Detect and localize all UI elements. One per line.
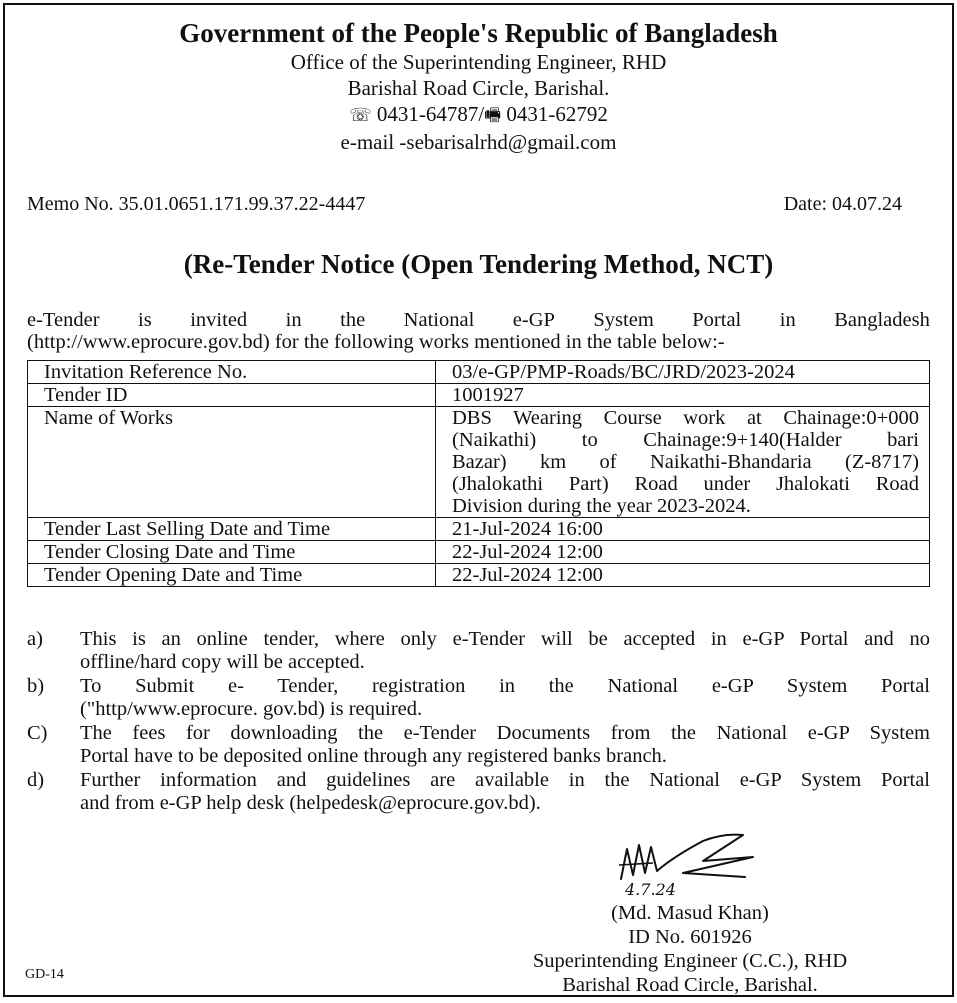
row-label: Invitation Reference No. (28, 361, 436, 384)
intro-word: invited (190, 309, 248, 331)
list-text: This is an online tender, where only e-Tender will be accepted in e-GP Portal and no (80, 628, 930, 650)
fax-number: 0431-62792 (506, 102, 608, 126)
table-row (28, 564, 930, 587)
works-line: Division during the year 2023-2024. (452, 495, 751, 517)
list-text: Further information and guidelines are available in the National e-GP System Portal (80, 769, 930, 791)
email-address: e-mail -sebarisalrhd@gmail.com (340, 130, 617, 154)
works-line: (Naikathi) to Chainage:9+140(Halder bari (452, 429, 919, 451)
intro-word: System (593, 309, 654, 331)
memo-number: Memo No. 35.01.0651.171.99.37.22-4447 (27, 193, 366, 215)
works-line: DBS Wearing Course work at Chainage:0+000 (452, 407, 919, 429)
intro-word: National (403, 309, 475, 331)
office-name: Office of the Superintending Engineer, RHD (290, 50, 667, 74)
tender-notice-page (3, 3, 954, 997)
row-value: 1001927 (436, 384, 930, 407)
intro-word: the (340, 309, 366, 331)
row-label: Tender Opening Date and Time (28, 564, 436, 587)
intro-paragraph (27, 309, 930, 353)
intro-word: in (779, 309, 796, 331)
handwritten-date: 4.7.24 (625, 880, 676, 899)
government-title: Government of the People's Republic of Bangladesh (179, 18, 778, 48)
row-label: Name of Works (28, 407, 436, 518)
works-line: Bazar) km of Naikathi-Bhandaria (Z-8717) (452, 451, 919, 473)
list-marker: d) (27, 769, 45, 791)
intro-word: is (138, 309, 152, 331)
letterhead (5, 17, 952, 155)
works-description (436, 407, 930, 518)
intro-line-1 (27, 309, 930, 331)
terms-list (27, 628, 930, 816)
signatory-name: (Md. Masud Khan) (611, 902, 769, 924)
intro-line-2: (http://www.eprocure.gov.bd) for the following works mentioned in the table below:- (27, 331, 725, 353)
list-item (27, 675, 930, 721)
list-text: The fees for downloading the e-Tender Documents from the National e-GP System (80, 722, 930, 744)
signature-block (475, 901, 905, 997)
list-marker: a) (27, 628, 43, 650)
intro-word: e-GP (512, 309, 555, 331)
phone-number: 0431-64787/ (376, 102, 485, 126)
fax-icon: 🖷 (484, 105, 502, 126)
list-text: and from e-GP help desk (helpedesk@eprocure.gov.bd). (80, 792, 541, 814)
list-text: ("http/www.eprocure. gov.bd) is required. (80, 698, 423, 720)
list-item (27, 722, 930, 768)
list-text: offline/hard copy will be accepted. (80, 651, 365, 673)
table-row (28, 518, 930, 541)
notice-title: (Re-Tender Notice (Open Tendering Method, NCT) (183, 249, 774, 279)
intro-word: e-Tender (27, 309, 100, 331)
row-value: 21-Jul-2024 16:00 (436, 518, 930, 541)
signatory-designation: Superintending Engineer (C.C.), RHD (532, 950, 848, 972)
row-label: Tender Closing Date and Time (28, 541, 436, 564)
row-value: 22-Jul-2024 12:00 (436, 564, 930, 587)
table-row (28, 361, 930, 384)
intro-word: Portal (692, 309, 742, 331)
row-label: Tender ID (28, 384, 436, 407)
table-row (28, 541, 930, 564)
row-label: Tender Last Selling Date and Time (28, 518, 436, 541)
intro-word: in (285, 309, 302, 331)
list-text: Portal have to be deposited online through any registered banks branch. (80, 745, 667, 767)
row-value: 22-Jul-2024 12:00 (436, 541, 930, 564)
circle-name: Barishal Road Circle, Barishal. (347, 76, 610, 100)
footer-code: GD-14 (25, 967, 64, 982)
signatory-office: Barishal Road Circle, Barishal. (562, 974, 818, 996)
list-marker: b) (27, 675, 45, 697)
list-marker: C) (27, 722, 48, 744)
table-row (28, 384, 930, 407)
list-item (27, 628, 930, 674)
intro-word: Bangladesh (834, 309, 930, 331)
list-text: To Submit e- Tender, registration in the National e-GP System Portal (80, 675, 930, 697)
list-item (27, 769, 930, 815)
phone-icon: ☏ (349, 105, 372, 126)
tender-details-table (27, 360, 930, 587)
row-value: 03/e-GP/PMP-Roads/BC/JRD/2023-2024 (436, 361, 930, 384)
contact-numbers (5, 101, 952, 129)
memo-row (27, 193, 902, 216)
table-row (28, 407, 930, 518)
signatory-id: ID No. 601926 (628, 926, 752, 948)
signature-mark (613, 827, 758, 899)
memo-date: Date: 04.07.24 (783, 193, 902, 215)
works-line: (Jhalokathi Part) Road under Jhalokati Road (452, 473, 919, 495)
